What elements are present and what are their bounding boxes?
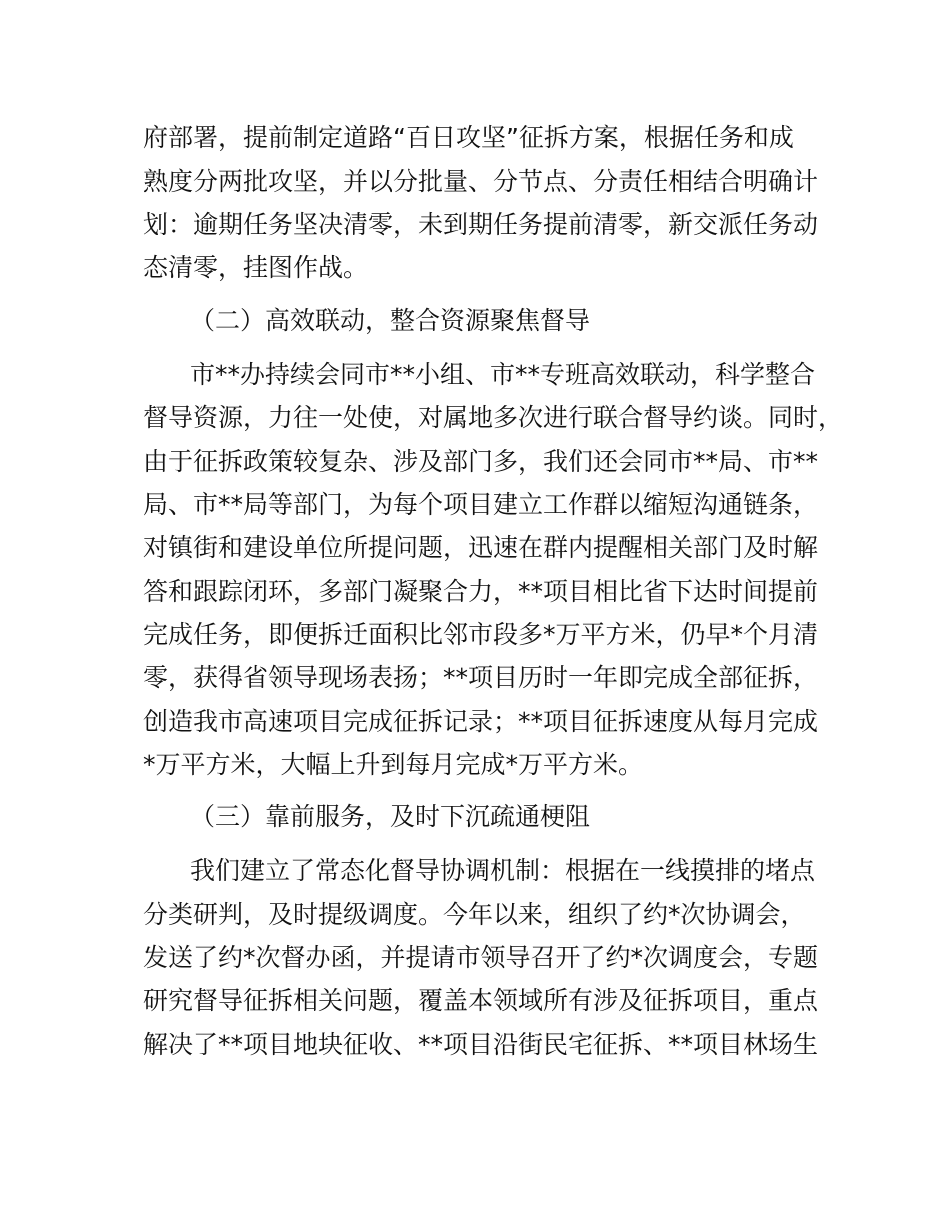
body-text-line: 零，获得省领导现场表扬；**项目历时一年即完成全部征拆，	[143, 663, 819, 692]
body-text-line: 划：逾期任务坚决清零，未到期任务提前清零，新交派任务动	[143, 210, 819, 239]
body-text-line: *万平方米，大幅上升到每月完成*万平方米。	[143, 750, 644, 779]
section-heading: （二）高效联动，整合资源聚焦督导	[190, 306, 591, 335]
body-text-line: 态清零，挂图作战。	[143, 253, 369, 282]
body-text-line: 解决了**项目地块征收、**项目沿街民宅征拆、**项目林场生	[143, 1030, 819, 1059]
body-text-line: 对镇街和建设单位所提问题，迅速在群内提醒相关部门及时解	[143, 533, 819, 562]
body-text-line: 研究督导征拆相关问题，覆盖本领域所有涉及征拆项目，重点	[143, 986, 819, 1015]
body-text-line: 答和跟踪闭环，多部门凝聚合力，**项目相比省下达时间提前	[143, 577, 819, 606]
body-text-line: 分类研判，及时提级调度。今年以来，组织了约*次协调会，	[143, 900, 806, 929]
body-text-line: 由于征拆政策较复杂、涉及部门多，我们还会同市**局、市**	[143, 447, 819, 476]
body-text-line: 府部署，提前制定道路“百日攻坚”征拆方案，根据任务和成	[143, 123, 794, 152]
body-text-line: 创造我市高速项目完成征拆记录；**项目征拆速度从每月完成	[143, 707, 819, 736]
body-text-line: 我们建立了常态化督导协调机制：根据在一线摸排的堵点	[190, 856, 816, 885]
body-text-line: 发送了约*次督办函，并提请市领导召开了约*次调度会，专题	[143, 943, 819, 972]
body-text-line: 市**办持续会同市**小组、市**专班高效联动，科学整合	[190, 360, 816, 389]
body-text-line: 完成任务，即便拆迁面积比邻市段多*万平方米，仍早*个月清	[143, 620, 819, 649]
section-heading: （三）靠前服务，及时下沉疏通梗阻	[190, 802, 591, 831]
body-text-line: 熟度分两批攻坚，并以分批量、分节点、分责任相结合明确计	[143, 167, 819, 196]
body-text-line: 局、市**局等部门，为每个项目建立工作群以缩短沟通链条，	[143, 490, 819, 519]
body-text-line: 督导资源，力往一处使，对属地多次进行联合督导约谈。同时，	[143, 403, 844, 432]
